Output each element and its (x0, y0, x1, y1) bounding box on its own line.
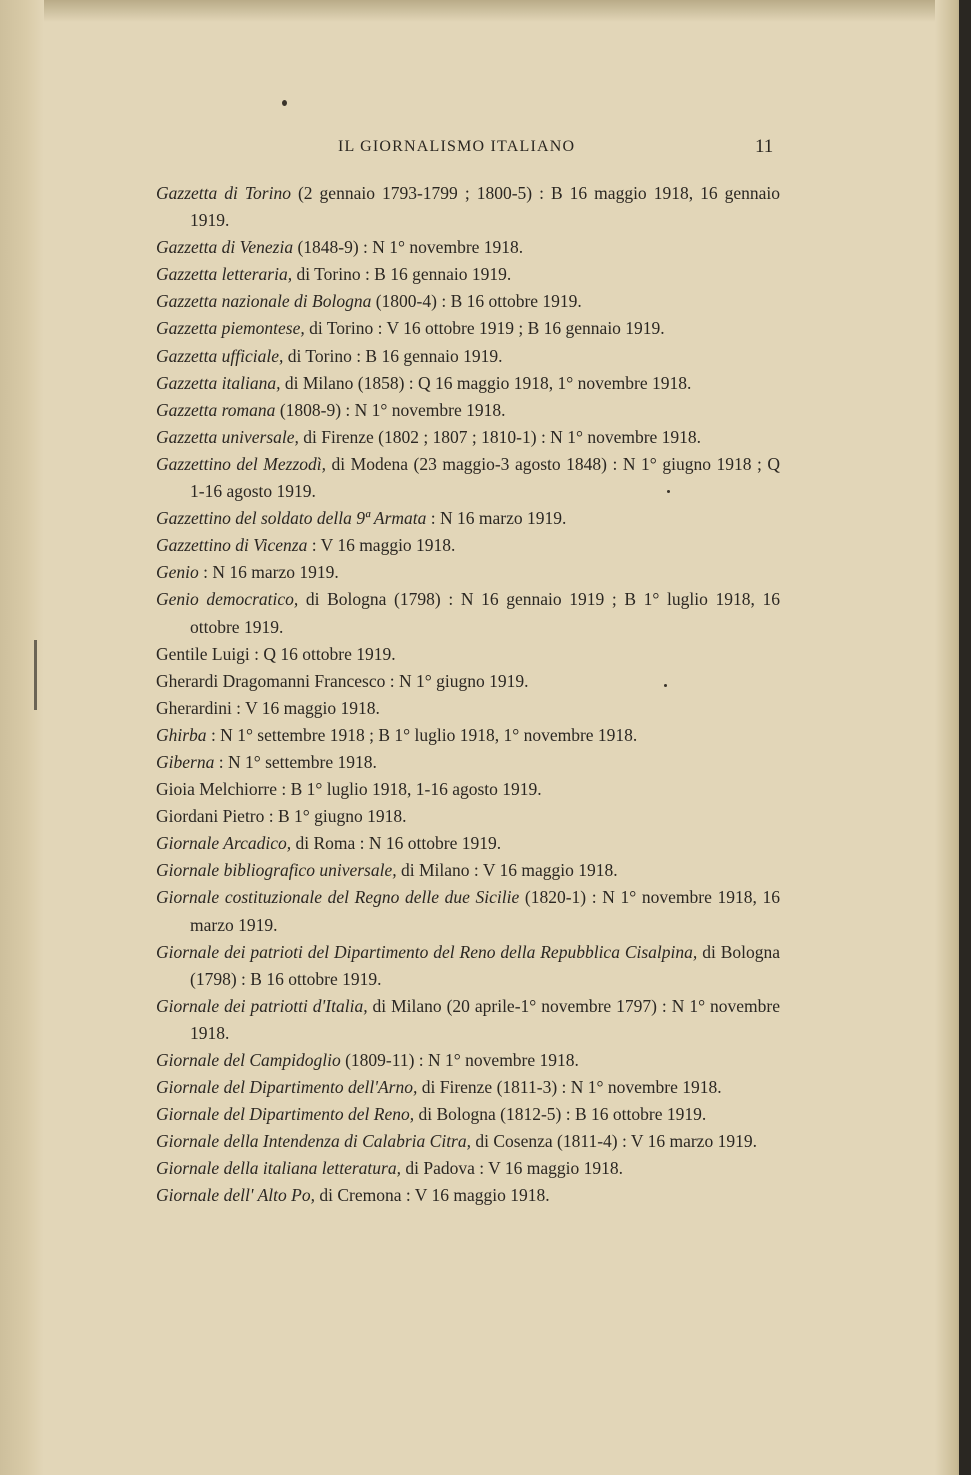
entry-title: Gazzettino di Vicenza (156, 535, 308, 556)
entry-title: Giberna (156, 751, 215, 772)
index-entry-list (156, 180, 780, 1210)
entry-title: Giornale bibliografico universale, (156, 860, 397, 881)
entry-title: Giornale Arcadico, (156, 833, 292, 854)
entry-title: Gazzettino del Mezzodì, (156, 453, 326, 474)
index-entry (156, 1155, 780, 1182)
index-entry (156, 1182, 780, 1209)
index-entry (156, 288, 780, 315)
entry-title: Gazzetta letteraria, (156, 264, 293, 285)
index-entry (156, 315, 780, 342)
index-entry (156, 370, 780, 397)
scan-background-edge (959, 0, 971, 1475)
entry-title: Genio (156, 562, 199, 583)
index-entry (156, 641, 780, 668)
entry-details: (1809-11) : N 1° novembre 1918. (340, 1050, 579, 1070)
index-entry (156, 722, 780, 749)
entry-details: di Bologna (1812-5) : B 16 ottobre 1919. (414, 1104, 707, 1125)
running-title: IL GIORNALISMO ITALIANO (338, 138, 576, 155)
index-entry (156, 884, 780, 938)
index-entry (156, 749, 780, 776)
entry-details: : N 16 marzo 1919. (426, 508, 567, 529)
entry-details: di Cremona : V 16 maggio 1918. (314, 1185, 550, 1206)
entry-title: Gazzetta piemontese, (156, 318, 305, 339)
entry-details: di Torino : B 16 gennaio 1919. (292, 264, 512, 285)
binding-mark (34, 640, 37, 710)
index-entry (156, 234, 780, 261)
entry-details: Gherardi Dragomanni Francesco : N 1° giugno 1919. (156, 670, 529, 691)
index-entry (156, 695, 780, 722)
index-entry (156, 776, 780, 803)
entry-details: di Torino : V 16 ottobre 1919 ; B 16 gennaio 1919. (304, 318, 665, 339)
entry-details: di Bologna (1798) : N 16 gennaio 1919 ; B 1° luglio 1918, 16 ottobre 1919. (190, 589, 780, 637)
index-entry (156, 559, 780, 586)
index-entry (156, 830, 780, 857)
entry-title: Giornale del Campidoglio (156, 1050, 341, 1070)
index-entry (156, 505, 780, 532)
entry-title: Giornale dei patriotti d'Italia, (156, 995, 368, 1016)
entry-title: Gazzetta italiana, (156, 372, 281, 393)
entry-details: di Milano (1858) : Q 16 maggio 1918, 1° novembre 1918. (280, 372, 692, 393)
index-entry (156, 939, 780, 993)
entry-details: Gherardini : V 16 maggio 1918. (156, 697, 380, 718)
entry-details: Gentile Luigi : Q 16 ottobre 1919. (156, 643, 396, 664)
index-entry (156, 586, 780, 640)
entry-details: di Modena (23 maggio-3 agosto 1848) : N 1° giugno 1918 ; Q 1-16 agosto 1919. (190, 453, 781, 502)
entry-title: Giornale dell' Alto Po, (156, 1185, 315, 1206)
entry-title: Giornale dei patrioti del Dipartimento del Reno della Repubblica Cisalpina, (156, 941, 698, 962)
index-entry (156, 397, 780, 424)
entry-details: : N 1° settembre 1918 ; B 1° luglio 1918, 1° novembre 1918. (206, 724, 638, 745)
entry-title: Giornale della Intendenza di Calabria Citra, (156, 1131, 471, 1152)
entry-title: Gazzetta romana (156, 399, 276, 420)
entry-title: Gazzetta di Torino (156, 183, 291, 203)
entry-details: di Roma : N 16 ottobre 1919. (291, 833, 502, 854)
page-header (0, 136, 971, 162)
index-entry (156, 803, 780, 830)
entry-title: Gazzetta nazionale di Bologna (156, 291, 372, 312)
entry-details: di Firenze (1811-3) : N 1° novembre 1918. (417, 1077, 722, 1098)
entry-details: di Milano : V 16 maggio 1918. (396, 860, 618, 881)
entry-details: (1820-1) : N 1° novembre 1918, 16 marzo 1919. (190, 887, 780, 935)
entry-details: : N 1° settembre 1918. (214, 751, 377, 772)
entry-title: Giornale costituzionale del Regno delle due Sicilie (156, 887, 520, 908)
index-entry (156, 532, 780, 559)
index-entry (156, 993, 780, 1047)
entry-title: Giornale del Dipartimento dell'Arno, (156, 1077, 418, 1098)
entry-details: Gioia Melchiorre : B 1° luglio 1918, 1-16 agosto 1919. (156, 779, 542, 800)
index-entry (156, 1047, 780, 1074)
entry-details: (1848-9) : N 1° novembre 1918. (293, 237, 524, 258)
entry-details: (1800-4) : B 16 ottobre 1919. (371, 291, 582, 312)
entry-details: di Cosenza (1811-4) : V 16 marzo 1919. (471, 1131, 757, 1152)
entry-title: Gazzetta di Venezia (156, 237, 294, 258)
index-entry (156, 261, 780, 288)
entry-details: di Milano (20 aprile-1° novembre 1797) : N 1° novembre 1918. (190, 995, 780, 1043)
index-entry (156, 1101, 780, 1128)
page-gutter (0, 0, 44, 1475)
page-number: 11 (755, 136, 774, 157)
index-entry (156, 1128, 780, 1155)
entry-title: Giornale della italiana letteratura, (156, 1158, 401, 1179)
entry-details: di Bologna (1798) : B 16 ottobre 1919. (190, 941, 781, 989)
entry-details: (1808-9) : N 1° novembre 1918. (275, 399, 506, 420)
index-entry (156, 668, 780, 695)
entry-details: Giordani Pietro : B 1° giugno 1918. (156, 806, 407, 827)
entry-details: : V 16 maggio 1918. (307, 535, 456, 556)
entry-title: Gazzetta universale, (156, 426, 299, 447)
entry-title: Gazzettino del soldato della 9ª Armata (156, 508, 427, 529)
index-entry (156, 857, 780, 884)
ink-speck (282, 100, 287, 106)
entry-title: Ghirba (156, 724, 207, 745)
entry-title: Gazzetta ufficiale, (156, 345, 284, 366)
entry-details: (2 gennaio 1793-1799 ; 1800-5) : B 16 maggio 1918, 16 gennaio 1919. (190, 183, 780, 231)
index-entry (156, 180, 780, 234)
index-entry (156, 343, 780, 370)
entry-details: di Firenze (1802 ; 1807 ; 1810-1) : N 1° novembre 1918. (298, 426, 702, 447)
index-entry (156, 424, 780, 451)
entry-details: : N 16 marzo 1919. (198, 562, 339, 583)
entry-details: di Padova : V 16 maggio 1918. (400, 1158, 623, 1179)
page-top-edge (0, 0, 971, 22)
index-entry (156, 1074, 780, 1101)
entry-title: Genio democratico, (156, 589, 299, 610)
index-entry (156, 451, 780, 505)
entry-details: di Torino : B 16 gennaio 1919. (283, 345, 503, 366)
entry-title: Giornale del Dipartimento del Reno, (156, 1104, 415, 1125)
